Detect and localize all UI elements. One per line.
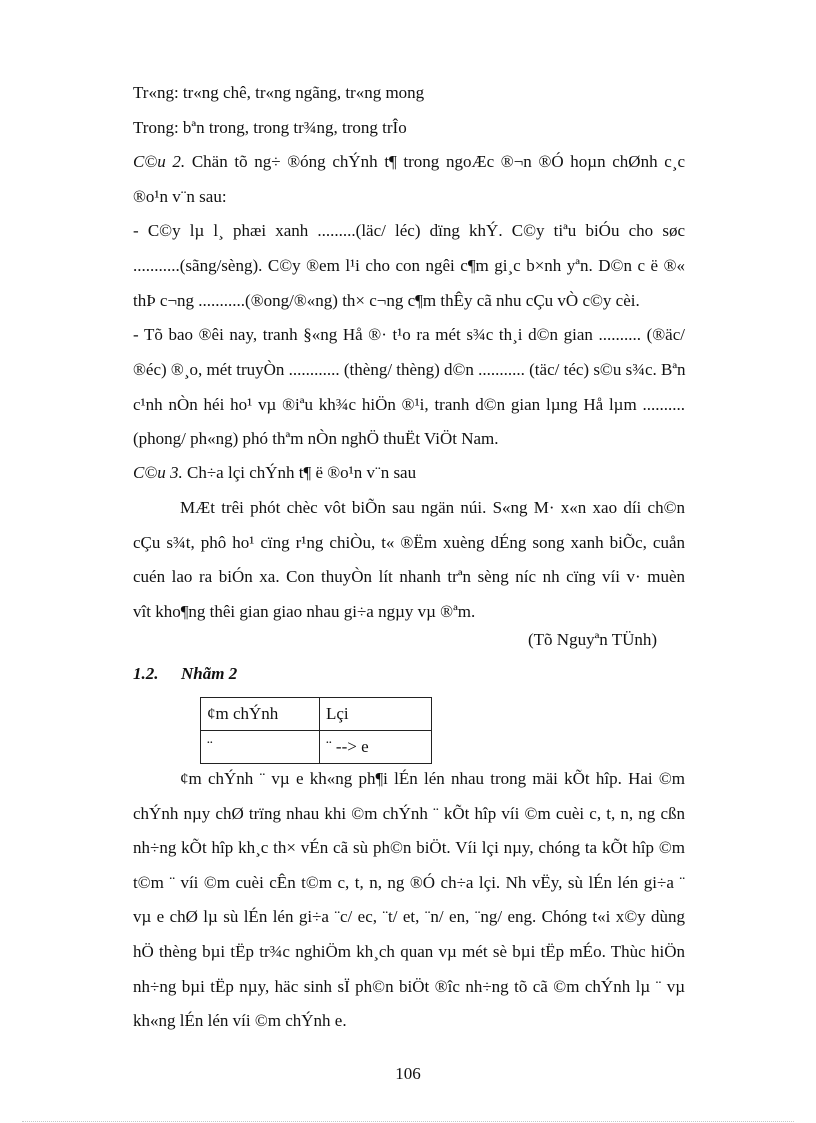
question-2-text: Chän tõ ng÷ ®óng chÝnh t¶ trong ngoÆc ®¬n ®Ó hoµn chØnh c¸c bbox=[185, 152, 685, 171]
text-line: chÝnh nµy chØ trïng nhau khi ©m chÝnh ¨ kÕt hîp víi ©m cuèi c, t, n, ng cßn bbox=[133, 804, 685, 823]
text-line: cuén lao ra biÓn xa. Con thuyÒn lít nhanh trªn sèng níc nh cïng víi v· muèn bbox=[133, 567, 685, 586]
text-line: cÇu s¾t, phô ho¹ cïng r¹ng chiÒu, t« ®Ëm xuèng dÉng song xanh biÕc, cuån bbox=[133, 533, 685, 552]
source-citation: (Tõ Nguyªn TÜnh) bbox=[528, 630, 658, 649]
text-line: ®éc) ®¸o, mét truyÒn ............ (thèng/ thèng) d©n ........... (täc/ téc) s©u s¾c. Bªn bbox=[133, 360, 686, 379]
text-line: Tr«ng: tr«ng chê, tr«ng ngãng, tr«ng mong bbox=[133, 83, 425, 102]
vowel-error-table bbox=[200, 697, 432, 764]
text-line: ¢m chÝnh ¨ vµ e kh«ng ph¶i lÉn lén nhau trong mäi kÕt hîp. Hai ©m bbox=[180, 769, 685, 788]
text-line: - C©y lµ l¸ phæi xanh .........(läc/ léc) dïng khÝ. C©y tiªu biÓu cho søc bbox=[133, 221, 685, 240]
section-heading bbox=[133, 664, 237, 684]
text-line: nh÷ng kÕt hîp kh¸c th× vÉn cã sù ph©n biÖt. Víi lçi nµy, chóng ta kÕt hîp ©m bbox=[133, 838, 685, 857]
table-cell: ¨ bbox=[201, 731, 320, 764]
text-line: hÖ thèng bµi tËp tr¾c nghiÖm kh¸ch quan vµ mét sè bµi tËp mÉo. Thùc hiÖn bbox=[133, 942, 685, 961]
text-line: nh÷ng bµi tËp nµy, häc sinh sÏ ph©n biÖt ®îc nh÷ng tõ cã ©m chÝnh lµ ¨ vµ bbox=[133, 977, 685, 996]
table-header-cell: ¢m chÝnh bbox=[201, 698, 320, 731]
table-row bbox=[201, 731, 432, 764]
text-line: (phong/ ph«ng) phó thªm nÒn nghÖ thuËt ViÖt Nam. bbox=[133, 429, 499, 448]
text-line: thÞ c¬ng ...........(®ong/®«ng) th× c¬ng c¶m thÊy cã nhu cÇu vÒ c©y cèi. bbox=[133, 291, 640, 310]
text-line: kh«ng lÉn lén víi ©m chÝnh e. bbox=[133, 1011, 347, 1030]
section-number: 1.2. bbox=[133, 664, 159, 683]
text-line: t©m ¨ víi ©m cuèi cÊn t©m c, t, n, ng ®Ó ch÷a lçi. Nh vËy, sù lÉn lén gi÷a ¨ bbox=[133, 873, 685, 892]
text-line: - Tõ bao ®êi nay, tranh §«ng Hå ®· t¹o ra mét s¾c th¸i d©n gian .......... (®äc/ bbox=[133, 325, 685, 344]
question-3-heading bbox=[133, 462, 685, 484]
text-line: ...........(sãng/sèng). C©y ®em l¹i cho con ngêi c¶m gi¸c b×nh yªn. D©n c ë ®« bbox=[133, 256, 685, 275]
text-line: c¹nh nÒn héi ho¹ vµ ®iªu kh¾c hiÖn ®¹i, tranh d©n gian lµng Hå lµm .......... bbox=[133, 395, 685, 414]
text-line: vµ e chØ lµ sù lÉn lén gi÷a ¨c/ ec, ¨t/ et, ¨n/ en, ¨ng/ eng. Chóng t«i x©y dùng bbox=[133, 907, 685, 926]
text-line: vît kho¶ng thêi gian giao nhau gi÷a ngµy vµ ®ªm. bbox=[133, 602, 476, 621]
table-header-cell: Lçi bbox=[320, 698, 432, 731]
question-2-label: C©u 2. bbox=[133, 152, 186, 171]
text-line: MÆt trêi phót chèc vôt biÕn sau ngän núi. S«ng M· x«n xao díi ch©n bbox=[180, 498, 685, 517]
section-title: Nhãm 2 bbox=[181, 664, 238, 683]
table-row bbox=[201, 698, 432, 731]
page-bottom-divider bbox=[22, 1121, 794, 1122]
text-line: Trong: bªn trong, trong tr¾ng, trong trÎo bbox=[133, 118, 407, 137]
page-number: 106 bbox=[395, 1064, 421, 1083]
question-3-label: C©u 3. bbox=[133, 463, 183, 482]
table-cell: ¨ --> e bbox=[320, 731, 432, 764]
question-2-heading bbox=[133, 151, 685, 173]
question-2-continuation: ®o¹n v¨n sau: bbox=[133, 187, 227, 206]
question-3-text: Ch÷a lçi chÝnh t¶ ë ®o¹n v¨n sau bbox=[182, 463, 417, 482]
